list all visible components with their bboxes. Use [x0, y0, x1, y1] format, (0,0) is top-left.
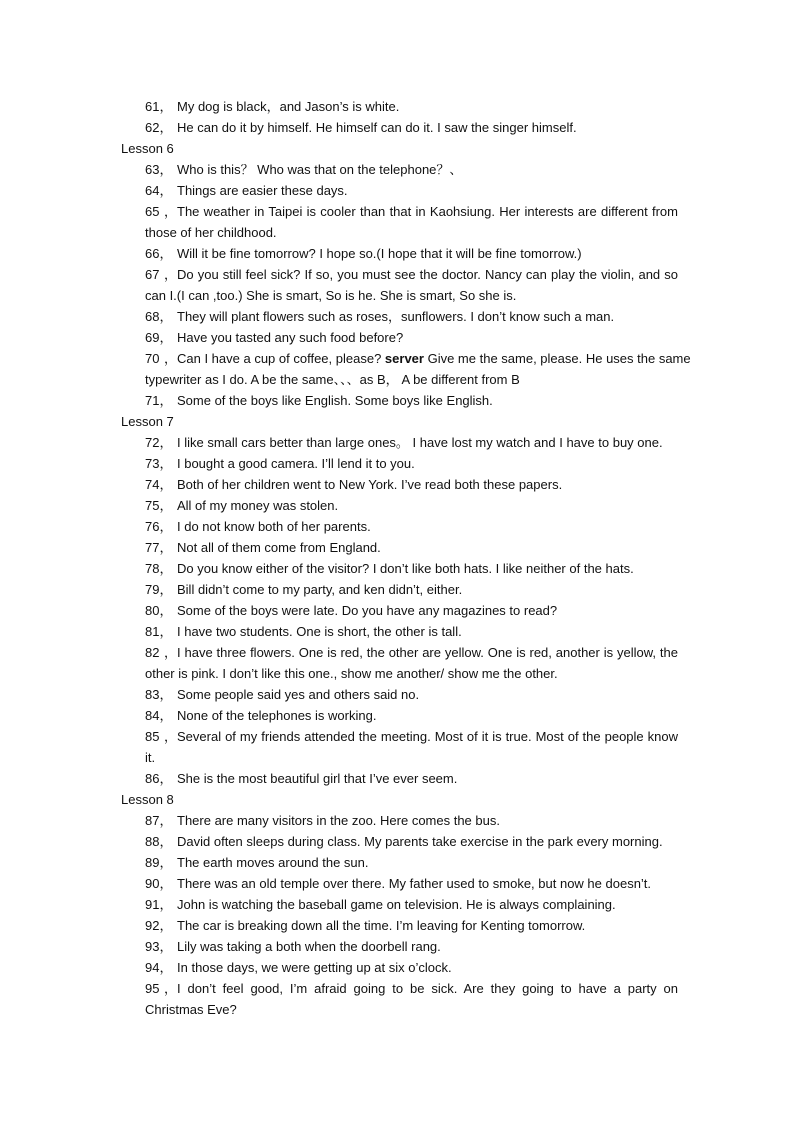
item-number: 69，: [145, 330, 173, 345]
sentence-76: [145, 516, 678, 537]
item-number: 62，: [145, 120, 173, 135]
item-number: 88，: [145, 834, 173, 849]
item-number: 67，: [145, 267, 177, 282]
item-text: They will plant flowers such as roses，sunflowers. I don’t know such a man.: [177, 309, 615, 324]
item-number: 64，: [145, 183, 173, 198]
lesson-6-heading: Lesson 6: [121, 141, 174, 156]
item-number: 76，: [145, 519, 173, 534]
item-text: There was an old temple over there. My father used to smoke, but now he doesn’t.: [177, 876, 652, 891]
sentence-84: [145, 705, 678, 726]
sentence-95: [145, 978, 678, 1020]
item-text: None of the telephones is working.: [177, 708, 377, 723]
item-text: The weather in Taipei is cooler than that in Kaohsiung. Her interests are different from: [177, 204, 678, 219]
item-text: He can do it by himself. He himself can do it. I saw the singer himself.: [177, 120, 577, 135]
sentence-65: [145, 201, 678, 243]
item-number: 61，: [145, 99, 173, 114]
item-text: I like small cars better than large ones。 I have lost my watch and I have to buy one.: [177, 435, 663, 450]
sentence-82: [145, 642, 678, 684]
lesson-7-heading: Lesson 7: [121, 414, 174, 429]
item-text: David often sleeps during class. My parents take exercise in the park every morning.: [177, 834, 663, 849]
item-number: 92，: [145, 918, 173, 933]
item-number: 91，: [145, 897, 173, 912]
sentence-85: [145, 726, 678, 768]
item-text: Some people said yes and others said no.: [177, 687, 420, 702]
item-text: All of my money was stolen.: [177, 498, 339, 513]
item-number: 75，: [145, 498, 173, 513]
item-number: 63，: [145, 162, 173, 177]
item-text: I don’t feel good, I’m afraid going to be sick. Are they going to have a party on: [177, 981, 678, 996]
item-number: 86，: [145, 771, 173, 786]
sentence-70: [145, 348, 691, 390]
sentence-78: [145, 558, 678, 579]
sentence-63: [145, 159, 678, 180]
item-number: 94，: [145, 960, 173, 975]
sentence-64: [145, 180, 678, 201]
item-text-continued: other is pink. I don’t like this one., show me another/ show me the other.: [145, 666, 558, 681]
item-text: Several of my friends attended the meeting. Most of it is true. Most of the people know: [177, 729, 678, 744]
item-text: Some of the boys were late. Do you have any magazines to read?: [177, 603, 558, 618]
item-number: 79，: [145, 582, 173, 597]
item-number: 82，: [145, 645, 177, 660]
item-number: 65，: [145, 204, 177, 219]
item-bold-word: server: [384, 351, 424, 366]
item-text-continued: those of her childhood.: [145, 225, 277, 240]
item-number: 95，: [145, 981, 177, 996]
item-number: 93，: [145, 939, 173, 954]
sentence-62: [145, 117, 678, 138]
sentence-75: [145, 495, 678, 516]
item-text: Things are easier these days.: [177, 183, 348, 198]
sentence-74: [145, 474, 678, 495]
sentence-86: [145, 768, 678, 789]
item-text: Who is this？ Who was that on the telephone？、: [177, 162, 463, 177]
item-text: Will it be fine tomorrow? I hope so.(I hope that it will be fine tomorrow.): [177, 246, 582, 261]
lesson-8-heading: Lesson 8: [121, 792, 174, 807]
item-text: Not all of them come from England.: [177, 540, 381, 555]
sentence-72: [145, 432, 678, 453]
item-number: 85，: [145, 729, 177, 744]
item-number: 89，: [145, 855, 173, 870]
sentence-89: [145, 852, 678, 873]
item-text-continued: Christmas Eve?: [145, 1002, 237, 1017]
item-text: Give me the same, please. He uses the same: [427, 351, 691, 366]
item-number: 83，: [145, 687, 173, 702]
item-text-continued: can I.(I can ,too.) She is smart, So is he. She is smart, So she is.: [145, 288, 517, 303]
sentence-93: [145, 936, 678, 957]
sentence-92: [145, 915, 678, 936]
sentence-94: [145, 957, 678, 978]
item-text: The car is breaking down all the time. I’m leaving for Kenting tomorrow.: [177, 918, 586, 933]
item-text: I have two students. One is short, the other is tall.: [177, 624, 462, 639]
item-text: Both of her children went to New York. I’ve read both these papers.: [177, 477, 563, 492]
sentence-90: [145, 873, 678, 894]
item-text: I do not know both of her parents.: [177, 519, 371, 534]
sentence-79: [145, 579, 678, 600]
sentence-69: [145, 327, 678, 348]
sentence-66: [145, 243, 678, 264]
sentence-88: [145, 831, 678, 852]
sentence-91: [145, 894, 678, 915]
item-text-continued: typewriter as I do. A be the same、、、as B， A be different from B: [145, 372, 520, 387]
item-text: In those days, we were getting up at six o’clock.: [177, 960, 452, 975]
sentence-87: [145, 810, 678, 831]
item-text: My dog is black，and Jason’s is white.: [177, 99, 400, 114]
item-number: 78，: [145, 561, 173, 576]
item-number: 81，: [145, 624, 173, 639]
item-text: The earth moves around the sun.: [177, 855, 369, 870]
item-text: Some of the boys like English. Some boys like English.: [177, 393, 493, 408]
item-number: 70，: [145, 351, 177, 366]
item-number: 77，: [145, 540, 173, 555]
item-text: I bought a good camera. I’ll lend it to you.: [177, 456, 415, 471]
item-number: 80，: [145, 603, 173, 618]
sentence-80: [145, 600, 678, 621]
item-text: John is watching the baseball game on television. He is always complaining.: [177, 897, 616, 912]
item-number: 66，: [145, 246, 173, 261]
item-text: Do you know either of the visitor? I don’t like both hats. I like neither of the hats.: [177, 561, 634, 576]
sentence-67: [145, 264, 678, 306]
item-number: 90，: [145, 876, 173, 891]
item-text: She is the most beautiful girl that I’ve ever seem.: [177, 771, 458, 786]
item-text: Do you still feel sick? If so, you must see the doctor. Nancy can play the violin, and so: [177, 267, 678, 282]
item-text: Lily was taking a both when the doorbell rang.: [177, 939, 441, 954]
item-number: 73，: [145, 456, 173, 471]
item-number: 71，: [145, 393, 173, 408]
sentence-71: [145, 390, 678, 411]
item-text: Bill didn’t come to my party, and ken didn’t, either.: [177, 582, 463, 597]
item-number: 74，: [145, 477, 173, 492]
item-text: Have you tasted any such food before?: [177, 330, 404, 345]
item-number: 68，: [145, 309, 173, 324]
sentence-61: [145, 96, 678, 117]
item-text: I have three flowers. One is red, the other are yellow. One is red, another is yellow, the: [177, 645, 678, 660]
item-text-continued: it.: [145, 750, 156, 765]
sentence-81: [145, 621, 678, 642]
item-number: 87，: [145, 813, 173, 828]
item-text: There are many visitors in the zoo. Here comes the bus.: [177, 813, 500, 828]
item-number: 72，: [145, 435, 173, 450]
item-number: 84，: [145, 708, 173, 723]
item-text: Can I have a cup of coffee, please?: [177, 351, 382, 366]
sentence-68: [145, 306, 678, 327]
sentence-83: [145, 684, 678, 705]
sentence-73: [145, 453, 678, 474]
sentence-77: [145, 537, 678, 558]
